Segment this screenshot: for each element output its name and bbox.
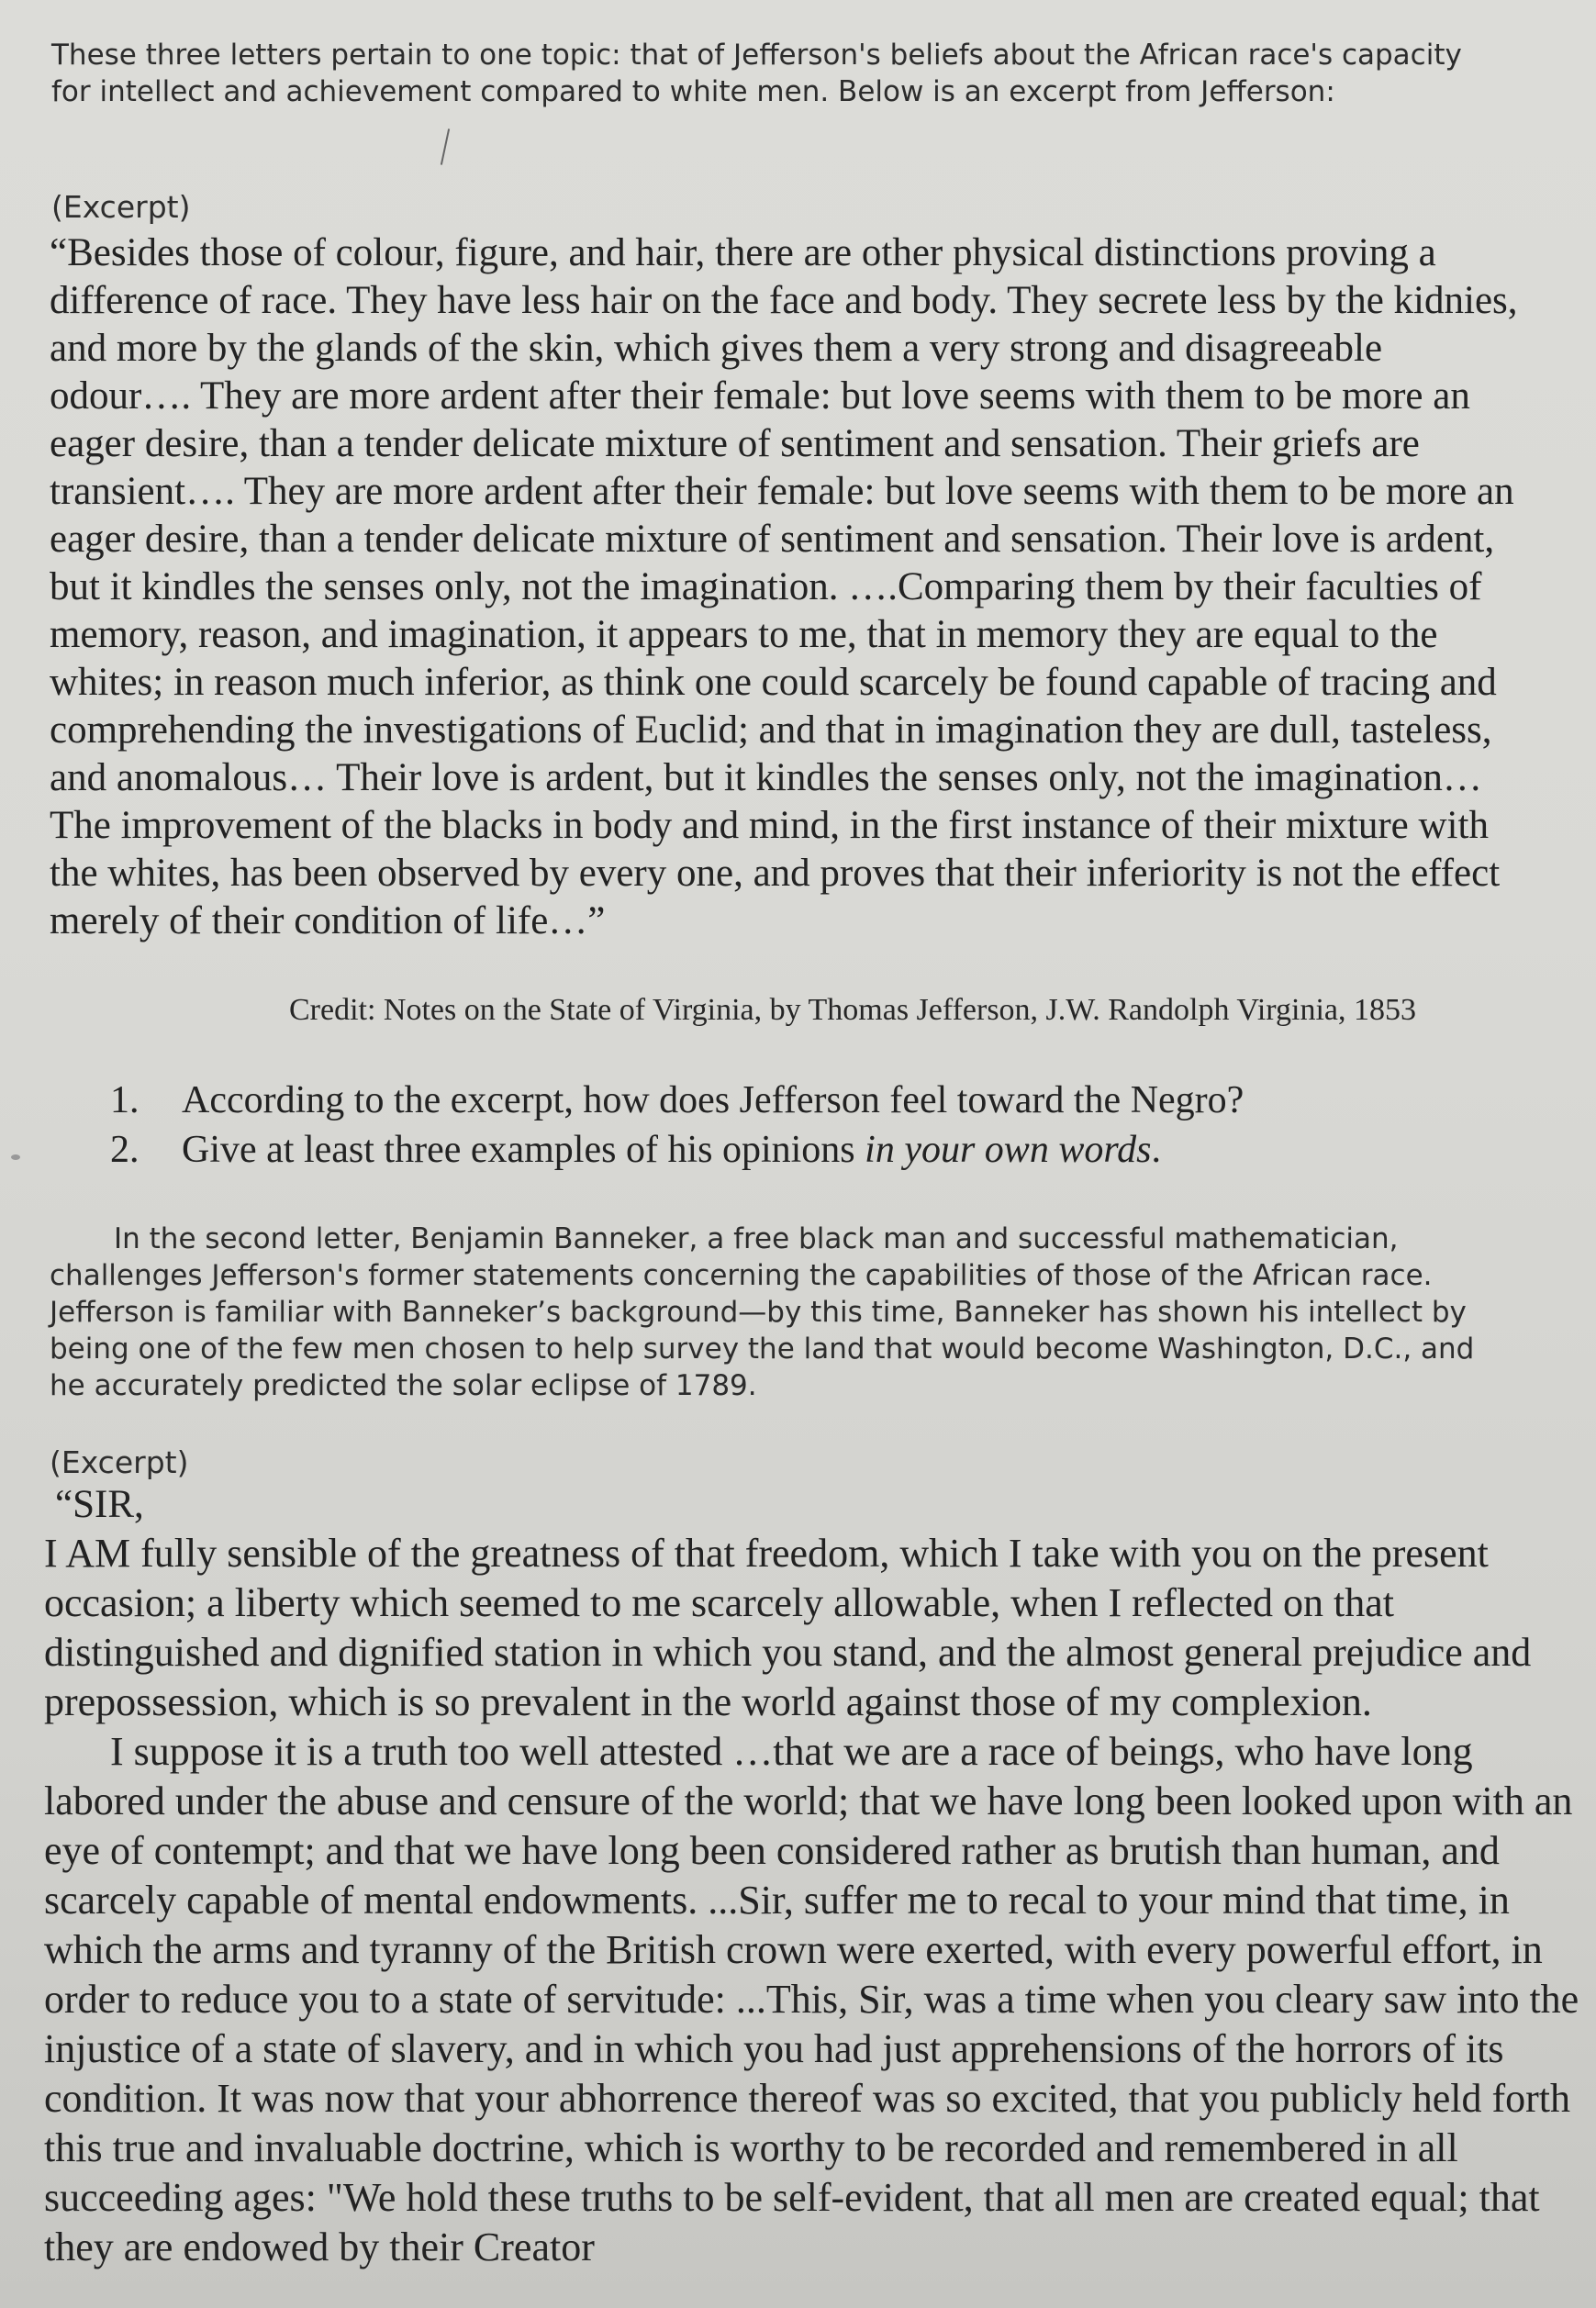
question-2-emphasis: in your own words [865,1129,1152,1171]
second-letter-intro-text: In the second letter, Benjamin Banneker, a free black man and successful mathematician, challenges Jefferson's former statements concerning the capabilities of those of the African race. Jefferson is familiar with Banneker’s background—by this time, Banneker has shown his intellect by being one of the few men chosen to help survey the land that would become Washington, D.C., and he accurately predicted the solar eclipse of 1789. [50,1222,1475,1402]
question-1-text: According to the excerpt, how does Jefferson feel toward the Negro? [182,1079,1244,1121]
question-2-text: Give at least three examples of his opinions [182,1129,865,1171]
jefferson-excerpt: “Besides those of colour, figure, and hair, there are other physical distinctions proving a difference of race. They have less hair on the face and body. They secrete less by the kidnies, and more by the glands of the skin, which gives them a very strong and disagreeable odour…. They are more ardent after their female: but love seems with them to be more an eager desire, than a tender delicate mixture of sentiment and sensation. Their griefs are transient…. They are more ardent after their female: but love seems with them to be more an eager desire, than a tender delicate mixture of sentiment and sensation. Their love is ardent, but it kindles the senses only, not the imagination. ….Comparing them by their faculties of memory, reason, and imagination, it appears to me, that in memory they are equal to the whites; in reason much inferior, as think one could scarcely be found capable of tracing and comprehending the investigations of Euclid; and that in imagination they are dull, tasteless, and anomalous… Their love is ardent, but it kindles the senses only, not the imagination… The improvement of the blacks in body and mind, in the first instance of their mixture with the whites, has been observed by every one, and proves that their inferiority is not the effect merely of their condition of life…” [50,231,1518,942]
question-2 [110,1125,1487,1175]
banneker-excerpt [44,1529,1586,2272]
second-letter-intro [50,1221,1518,1404]
question-1 [110,1076,1487,1125]
banneker-paragraph-2 [44,1727,1586,2272]
question-list [110,1076,1487,1175]
question-1-number: 1. [110,1079,140,1121]
question-2-period: . [1151,1129,1161,1171]
banneker-paragraph-2-text: I suppose it is a truth too well attested …that we are a race of beings, who have long labored under the abuse and censure of the world; that we have long been looked upon with an eye of contempt; and that we have long been considered rather as brutish than human, and scarcely capable of mental endowments. ...Sir, suffer me to recal to your mind that time, in which the arms and tyranny of the British crown were exerted, with every powerful effort, in order to reduce you to a state of servitude: ...This, Sir, was a time when you cleary saw into the injustice of a state of slavery, and in which you had just apprehensions of the horrors of its condition. It was now that your abhorrence thereof was so excited, that you publicly held forth this true and invaluable doctrine, which is worthy to be recorded and remembered in all succeeding ages: "We hold these truths to be self-evident, that all men are created equal; that they are endowed by their Creator [44,1729,1579,2269]
excerpt-2-label: (Excerpt) [50,1444,189,1480]
pen-mark [441,128,450,165]
excerpt-1-label: (Excerpt) [51,189,191,225]
intro-paragraph: These three letters pertain to one topic: that of Jefferson's beliefs about the African race's capacity for intellect and achievement compared to white men. Below is an excerpt from Jefferson: [51,39,1462,108]
banneker-paragraph-1: I AM fully sensible of the greatness of that freedom, which I take with you on the present occasion; a liberty which seemed to me scarcely allowable, when I reflected on that distinguished and dignified station in which you stand, and the almost general prejudice and prepossession, which is so prevalent in the world against those of my complexion. [44,1531,1532,1724]
excerpt-credit: Credit: Notes on the State of Virginia, by Thomas Jefferson, J.W. Randolph Virginia, 1853 [289,993,1417,1027]
letter-salutation: “SIR, [55,1483,144,1526]
paper-speck [11,1154,20,1160]
question-2-number: 2. [110,1129,140,1171]
